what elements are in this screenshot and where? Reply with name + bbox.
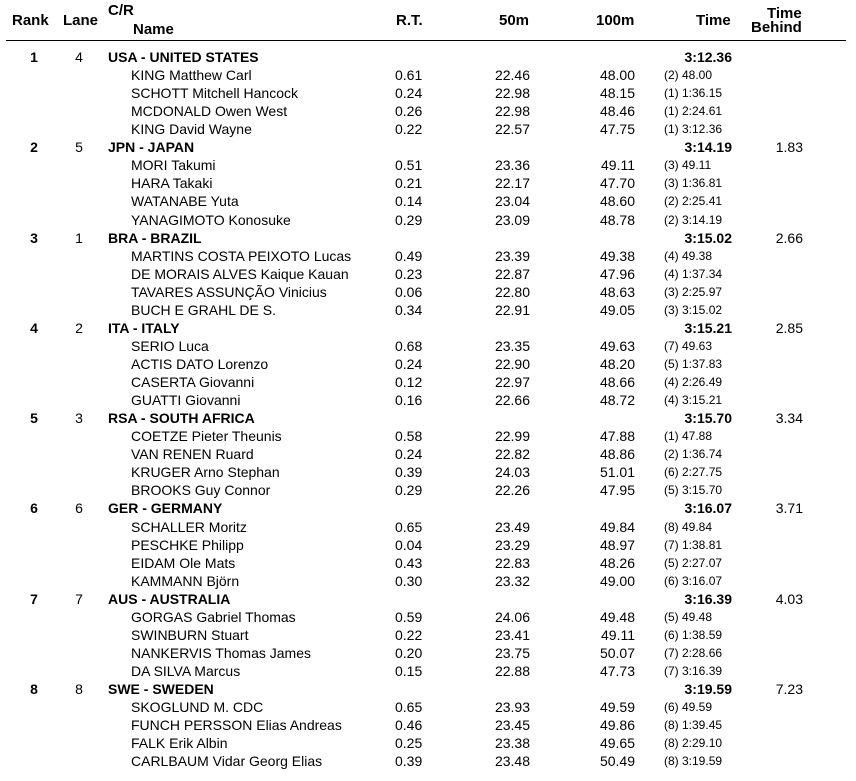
split-100m: 49.84 [599,518,635,535]
header-time: Time [696,12,731,29]
swimmer-row [0,247,856,265]
swimmer-row [0,463,856,481]
split-50m: 22.97 [494,374,530,391]
cumulative-split: (3) 3:15.02 [664,302,723,317]
cumulative-split: (1) 3:12.36 [664,122,723,137]
swimmer-row [0,120,856,138]
time-behind: 1.83 [775,139,803,156]
header-time-behind-2: Behind [751,19,802,36]
cumulative-split: (2) 1:36.74 [664,447,723,462]
swimmer-name: KRUGER Arno Stephan [131,464,280,481]
split-100m: 48.97 [599,536,635,553]
split-100m: 49.59 [599,699,635,716]
swimmer-name: MORI Takumi [131,157,216,174]
swimmer-row [0,536,856,554]
swimmer-row [0,698,856,716]
swimmer-name: SCHOTT Mitchell Hancock [131,85,299,102]
swimmer-name: GUATTI Giovanni [131,392,241,409]
split-100m: 48.86 [599,446,635,463]
swimmer-name: CASERTA Giovanni [131,374,255,391]
reaction-time: 0.22 [395,626,423,643]
reaction-time: 0.46 [395,717,423,734]
lane: 4 [75,49,83,65]
split-50m: 22.82 [494,446,530,463]
swimmer-name: NANKERVIS Thomas James [131,644,311,661]
reaction-time: 0.06 [395,283,423,300]
swimmer-row [0,644,856,662]
reaction-time: 0.23 [395,265,423,282]
swimmer-name: FUNCH PERSSON Elias Andreas [131,717,342,734]
cumulative-split: (5) 2:27.07 [664,555,723,570]
swimmer-row [0,373,856,391]
split-50m: 22.88 [494,663,530,680]
reaction-time: 0.24 [395,446,423,463]
swimmer-row [0,84,856,102]
header-lane: Lane [63,12,99,29]
swimmer-name: COETZE Pieter Theunis [131,428,282,445]
split-100m: 50.07 [599,644,635,661]
split-100m: 48.20 [599,356,635,372]
swimmer-row [0,716,856,734]
swimmer-row [0,174,856,192]
time-behind: 2.66 [775,229,803,246]
split-50m: 23.48 [494,753,530,770]
time-behind: 2.85 [775,319,803,336]
split-50m: 23.93 [494,699,530,716]
header-name: Name [133,21,174,38]
split-50m: 22.90 [494,356,530,372]
swimmer-name: KAMMANN Björn [131,572,240,589]
swimmer-name: WATANABE Yuta [131,193,239,210]
team-time: 3:15.70 [684,410,732,427]
team-row [0,499,856,517]
cumulative-split: (8) 3:19.59 [664,754,723,769]
cumulative-split: (8) 2:29.10 [664,736,723,751]
rank: 2 [30,139,38,156]
swimmer-row [0,283,856,301]
cumulative-split: (2) 2:25.41 [664,194,723,209]
swimmer-name: GORGAS Gabriel Thomas [131,608,296,625]
swimmer-row [0,626,856,644]
reaction-time: 0.59 [395,608,423,625]
swimmer-row [0,211,856,229]
swimmer-row [0,554,856,572]
split-100m: 49.63 [599,337,635,354]
split-100m: 48.63 [599,283,635,300]
swimmer-row [0,301,856,319]
swimmer-name: ACTIS DATO Lorenzo [131,356,269,372]
split-50m: 23.49 [494,518,530,535]
swimmer-row [0,156,856,174]
reaction-time: 0.14 [395,193,423,210]
time-behind: 3.34 [775,410,803,427]
swimmer-name: CARLBAUM Vidar Georg Elias [131,753,323,770]
reaction-time: 0.39 [395,753,423,770]
team-name: GER - GERMANY [108,500,223,517]
team-time: 3:15.02 [684,229,732,246]
swimmer-row [0,445,856,463]
swimmer-name: BROOKS Guy Connor [131,482,271,499]
split-100m: 49.48 [599,608,635,625]
split-50m: 23.36 [494,157,530,174]
team-row [0,590,856,608]
swimmer-name: MCDONALD Owen West [131,103,288,120]
team-block [0,590,856,680]
swimmer-row [0,734,856,752]
split-100m: 49.86 [599,717,635,734]
cumulative-split: (6) 2:27.75 [664,465,723,480]
swimmer-name: MARTINS COSTA PEIXOTO Lucas [131,247,352,264]
split-50m: 22.46 [494,67,530,84]
swimmer-row [0,192,856,210]
swimmer-name: DE MORAIS ALVES Kaique Kauan [131,265,349,282]
cumulative-split: (4) 2:26.49 [664,375,723,390]
cumulative-split: (5) 49.48 [664,609,713,624]
cumulative-split: (1) 1:36.15 [664,86,723,101]
swimmer-row [0,427,856,445]
swimmer-row [0,265,856,283]
team-name: JPN - JAPAN [108,139,195,156]
swimmer-row [0,608,856,626]
team-block [0,229,856,319]
split-50m: 22.66 [494,392,530,409]
split-50m: 23.04 [494,193,530,210]
rank: 4 [30,319,38,336]
split-50m: 22.98 [494,85,530,102]
team-block [0,409,856,499]
cumulative-split: (6) 49.59 [664,700,713,715]
split-50m: 23.39 [494,247,530,264]
rank: 8 [30,681,38,698]
cumulative-split: (3) 2:25.97 [664,284,723,299]
split-100m: 48.26 [599,554,635,571]
cumulative-split: (5) 1:37.83 [664,357,723,371]
reaction-time: 0.12 [395,374,423,391]
cumulative-split: (1) 47.88 [664,429,713,444]
rank: 3 [30,229,38,246]
reaction-time: 0.15 [395,663,423,680]
reaction-time: 0.39 [395,464,423,481]
split-100m: 49.00 [599,572,635,589]
split-100m: 48.15 [599,85,635,102]
reaction-time: 0.49 [395,247,423,264]
swimmer-row [0,102,856,120]
reaction-time: 0.25 [395,735,423,752]
split-50m: 22.57 [494,121,530,138]
split-100m: 47.75 [599,121,635,138]
split-100m: 51.01 [599,464,635,481]
split-50m: 24.06 [494,608,530,625]
swimmer-row [0,752,856,770]
split-50m: 22.87 [494,265,530,282]
split-100m: 49.65 [599,735,635,752]
reaction-time: 0.29 [395,482,423,499]
swimmer-row [0,337,856,355]
team-name: SWE - SWEDEN [108,681,214,698]
reaction-time: 0.61 [395,67,423,84]
reaction-time: 0.58 [395,428,423,445]
cumulative-split: (7) 1:38.81 [664,537,723,552]
lane: 7 [75,590,83,607]
split-100m: 48.78 [599,211,635,228]
split-100m: 48.60 [599,193,635,210]
split-50m: 23.32 [494,572,530,589]
split-100m: 47.96 [599,265,635,282]
header-rank: Rank [12,12,49,29]
reaction-time: 0.30 [395,572,423,589]
lane: 5 [75,139,83,156]
lane: 2 [75,319,83,336]
split-50m: 24.03 [494,464,530,481]
swimmer-name: TAVARES ASSUNÇÃO Vinicius [131,283,327,300]
lane: 8 [75,681,83,698]
reaction-time: 0.26 [395,103,423,120]
split-50m: 22.80 [494,283,530,300]
time-behind: 7.23 [775,681,803,698]
split-100m: 47.95 [599,482,635,499]
team-time: 3:15.21 [684,319,732,336]
team-row [0,229,856,247]
rank: 6 [30,500,38,517]
cumulative-split: (8) 49.84 [664,519,713,534]
cumulative-split: (4) 3:15.21 [664,393,723,408]
header-time-behind-1: Time [767,5,802,22]
reaction-time: 0.51 [395,157,423,174]
reaction-time: 0.65 [395,518,423,535]
split-50m: 23.35 [494,337,530,354]
reaction-time: 0.21 [395,175,423,192]
header-rule [6,40,846,41]
lane: 1 [75,229,83,246]
time-behind: 4.03 [775,590,803,607]
team-block [0,138,856,228]
split-50m: 23.45 [494,717,530,734]
split-50m: 23.29 [494,536,530,553]
cumulative-split: (4) 1:37.34 [664,266,723,281]
rank: 1 [30,49,38,65]
team-name: USA - UNITED STATES [108,49,259,65]
reaction-time: 0.65 [395,699,423,716]
cumulative-split: (7) 3:16.39 [664,664,723,679]
time-behind: 3.71 [775,500,803,517]
cumulative-split: (4) 49.38 [664,248,713,263]
swimmer-name: SCHALLER Moritz [131,518,247,535]
swimmer-name: DA SILVA Marcus [131,663,241,680]
swimmer-name: FALK Erik Albin [131,735,228,752]
split-50m: 22.99 [494,428,530,445]
team-block [0,680,856,770]
reaction-time: 0.43 [395,554,423,571]
team-block [0,499,856,589]
swimmer-name: SWINBURN Stuart [131,626,249,643]
cumulative-split: (7) 2:28.66 [664,645,723,660]
header-cr: C/R [108,2,134,19]
swimmer-name: KING David Wayne [131,121,252,138]
split-100m: 47.88 [599,428,635,445]
reaction-time: 0.34 [395,301,423,318]
swimmer-row [0,355,856,373]
lane: 3 [75,410,83,427]
team-time: 3:19.59 [684,681,732,698]
rank: 7 [30,590,38,607]
reaction-time: 0.16 [395,392,423,409]
swimmer-name: SKOGLUND M. CDC [131,699,264,716]
team-time: 3:16.07 [684,500,732,517]
split-100m: 48.72 [599,392,635,409]
swimmer-row [0,518,856,536]
reaction-time: 0.29 [395,211,423,228]
split-50m: 23.09 [494,211,530,228]
swimmer-name: YANAGIMOTO Konosuke [131,211,291,228]
reaction-time: 0.20 [395,644,423,661]
split-50m: 23.75 [494,644,530,661]
split-50m: 22.17 [494,175,530,192]
reaction-time: 0.22 [395,121,423,138]
team-row [0,409,856,427]
swimmer-name: SERIO Luca [131,337,209,354]
header-100m: 100m [596,12,635,29]
cumulative-split: (2) 48.00 [664,68,713,83]
swimmer-name: KING Matthew Carl [131,67,252,84]
swimmer-name: HARA Takaki [131,175,213,192]
swimmer-row [0,572,856,590]
cumulative-split: (3) 1:36.81 [664,176,723,191]
split-100m: 47.73 [599,663,635,680]
split-100m: 49.11 [601,626,635,643]
cumulative-split: (6) 3:16.07 [664,573,723,588]
cumulative-split: (5) 3:15.70 [664,483,723,498]
cumulative-split: (8) 1:39.45 [664,718,723,733]
split-100m: 49.05 [599,301,635,318]
swimmer-name: PESCHKE Philipp [131,536,244,553]
reaction-time: 0.68 [395,337,423,354]
lane: 6 [75,500,83,517]
team-row [0,138,856,156]
cumulative-split: (1) 2:24.61 [664,104,723,119]
team-row [0,319,856,337]
team-row [0,48,856,66]
split-50m: 22.91 [494,301,530,318]
split-100m: 49.38 [599,247,635,264]
reaction-time: 0.04 [395,536,423,553]
split-50m: 23.38 [494,735,530,752]
team-time: 3:14.19 [684,139,732,156]
split-100m: 47.70 [599,175,635,192]
swimmer-row [0,481,856,499]
rank: 5 [30,410,38,427]
team-row [0,680,856,698]
team-name: ITA - ITALY [108,319,180,336]
header-50m: 50m [499,12,530,29]
split-50m: 22.26 [494,482,530,499]
team-block [0,48,856,138]
cumulative-split: (6) 1:38.59 [664,627,723,642]
swimmer-row [0,662,856,680]
column-header [0,0,856,42]
reaction-time: 0.24 [395,356,423,372]
team-block [0,319,856,409]
cumulative-split: (7) 49.63 [664,338,713,353]
swimmer-row [0,66,856,84]
team-name: BRA - BRAZIL [108,229,202,246]
cumulative-split: (3) 49.11 [664,158,712,173]
team-time: 3:16.39 [684,590,732,607]
swimmer-name: BUCH E GRAHL DE S. [131,301,276,318]
team-name: RSA - SOUTH AFRICA [108,410,255,427]
cumulative-split: (2) 3:14.19 [664,212,723,227]
reaction-time: 0.24 [395,85,423,102]
split-50m: 22.83 [494,554,530,571]
team-name: AUS - AUSTRALIA [108,590,231,607]
team-time: 3:12.36 [684,49,732,65]
split-50m: 22.98 [494,103,530,120]
swimmer-row [0,391,856,409]
split-100m: 49.11 [601,157,635,174]
split-100m: 48.46 [599,103,635,120]
split-100m: 50.49 [599,753,635,770]
split-50m: 23.41 [494,626,530,643]
swimmer-name: EIDAM Ole Mats [131,554,236,571]
swimmer-name: VAN RENEN Ruard [131,446,254,463]
header-rt: R.T. [396,12,423,29]
split-100m: 48.66 [599,374,635,391]
results-table [0,48,856,770]
split-100m: 48.00 [599,67,635,84]
